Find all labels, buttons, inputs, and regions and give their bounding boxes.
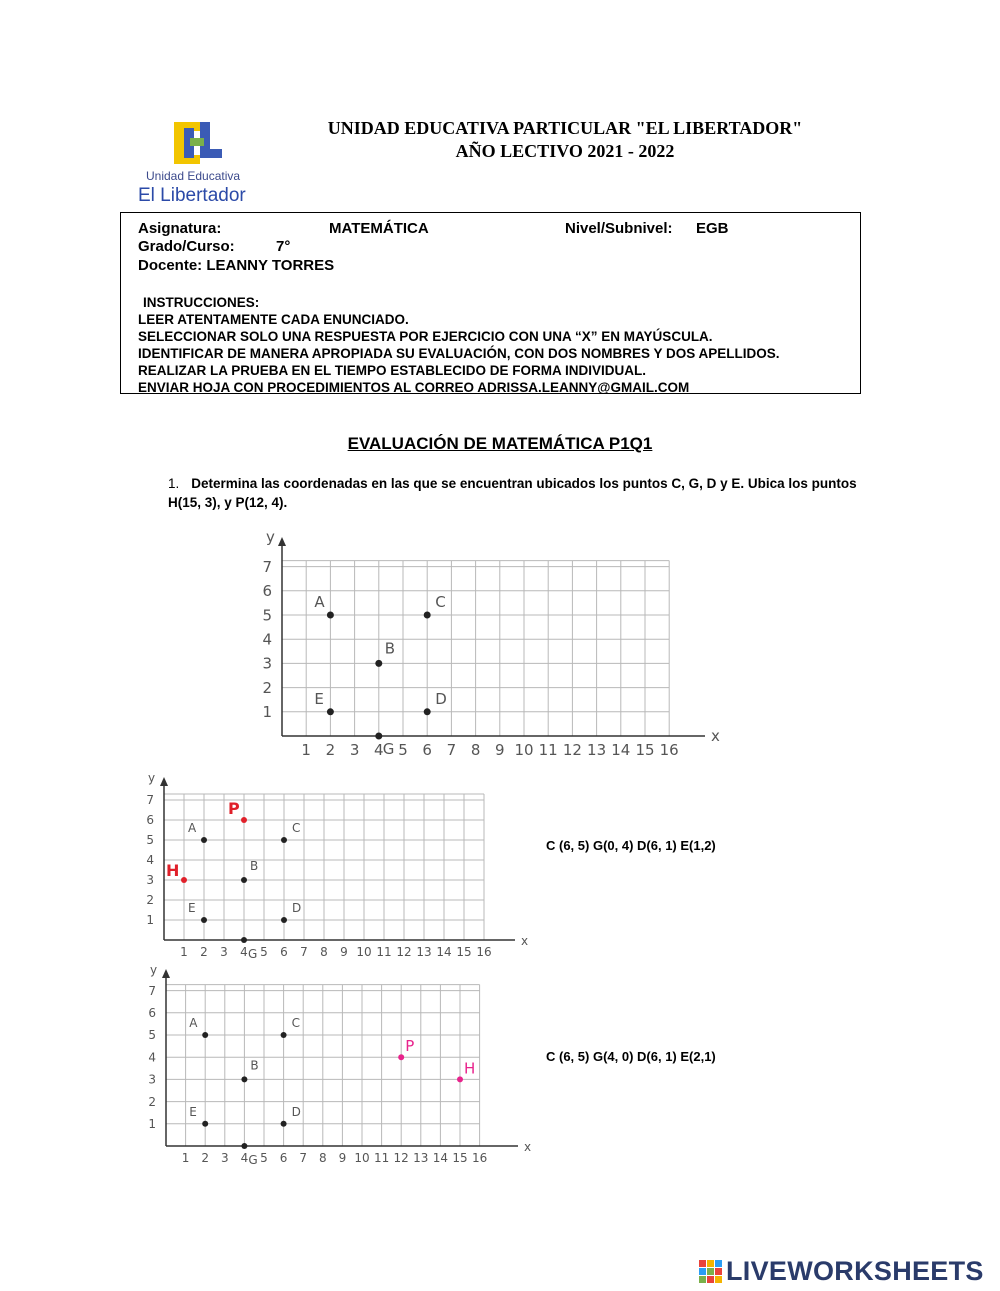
x-tick-label: 14 <box>432 1151 449 1165</box>
data-point-e <box>327 708 334 715</box>
y-tick-label: 7 <box>148 983 156 998</box>
grade-label: Grado/Curso: <box>138 238 235 255</box>
y-axis-label: y <box>148 771 156 785</box>
y-tick-label: 5 <box>146 833 154 848</box>
point-label-d: D <box>291 1104 301 1119</box>
subject-value: MATEMÁTICA <box>329 220 429 237</box>
point-label-c: C <box>435 593 446 611</box>
point-label-b: B <box>250 859 259 873</box>
x-tick-label: 10 <box>356 945 372 958</box>
logo-text-line2: El Libertador <box>138 185 246 206</box>
point-label-e: E <box>314 689 324 708</box>
y-axis-arrow-icon <box>278 537 286 546</box>
x-tick-label: 11 <box>376 945 392 958</box>
x-tick-label: 4 <box>374 741 384 759</box>
point-label-g: G <box>382 740 395 758</box>
x-tick-label: 1 <box>180 945 188 958</box>
point-label-e: E <box>189 1104 197 1119</box>
data-point-a <box>201 837 207 843</box>
x-tick-label: 4 <box>240 1151 249 1165</box>
point-label-p: P <box>405 1037 415 1056</box>
x-tick-label: 7 <box>300 945 308 958</box>
x-tick-label: 3 <box>220 945 228 958</box>
x-tick-label: 6 <box>280 945 288 958</box>
data-point-b <box>241 877 247 883</box>
evaluation-title: EVALUACIÓN DE MATEMÁTICA P1Q1 <box>347 434 653 453</box>
x-axis-label: x <box>711 727 720 745</box>
x-tick-label: 12 <box>562 741 582 759</box>
x-tick-label: 5 <box>398 741 408 759</box>
data-point-d <box>424 708 431 715</box>
x-tick-label: 9 <box>495 741 505 759</box>
y-axis-arrow-icon <box>162 969 170 978</box>
data-point-a <box>327 612 334 619</box>
x-tick-label: 2 <box>201 1151 210 1165</box>
point-label-b: B <box>384 639 396 658</box>
point-label-d: D <box>435 689 447 708</box>
level-value: EGB <box>696 220 729 237</box>
teacher-name: Docente: LEANNY TORRES <box>138 257 335 274</box>
instructions-title: INSTRUCCIONES: <box>143 295 260 310</box>
point-label-h: H <box>166 861 180 880</box>
point-label-g: G <box>248 947 258 958</box>
liveworksheets-icon <box>698 1259 724 1285</box>
answer-text-1: C (6, 5) G(0, 4) D(6, 1) E(1,2) <box>546 838 716 853</box>
answer-text-2: C (6, 5) G(4, 0) D(6, 1) E(2,1) <box>546 1049 716 1064</box>
point-label-g: G <box>248 1153 258 1167</box>
data-point-g <box>241 1143 247 1149</box>
data-point-a <box>202 1032 208 1038</box>
x-tick-label: 16 <box>476 945 492 958</box>
school-name: UNIDAD EDUCATIVA PARTICULAR "EL LIBERTADOR" <box>327 118 803 138</box>
point-label-b: B <box>250 1058 259 1073</box>
x-tick-label: 13 <box>587 741 607 759</box>
x-tick-label: 7 <box>299 1151 308 1165</box>
y-tick-label: 2 <box>148 1094 156 1109</box>
x-tick-label: 1 <box>301 741 311 759</box>
point-label-d: D <box>292 901 302 915</box>
x-tick-label: 15 <box>456 945 472 958</box>
y-tick-label: 3 <box>146 873 154 888</box>
y-tick-label: 6 <box>148 1006 156 1020</box>
x-tick-label: 13 <box>413 1151 429 1165</box>
point-label-a: A <box>188 821 197 835</box>
question-number: 1. <box>168 476 180 491</box>
x-tick-label: 2 <box>200 945 208 958</box>
point-label-c: C <box>292 821 301 835</box>
data-point-g <box>375 733 382 740</box>
x-tick-label: 5 <box>260 945 268 958</box>
y-tick-label: 7 <box>146 793 154 808</box>
point-label-c: C <box>291 1016 300 1030</box>
school-logo-icon <box>170 118 230 170</box>
coordinate-plane-answer-2 <box>140 960 540 1170</box>
y-axis-label: y <box>150 963 158 977</box>
x-tick-label: 2 <box>325 741 336 759</box>
y-axis-label: y <box>266 528 275 546</box>
point-label-p: P <box>228 799 240 818</box>
x-tick-label: 3 <box>349 741 360 759</box>
x-tick-label: 5 <box>260 1151 268 1165</box>
level-label: Nivel/Subnivel: <box>565 220 673 237</box>
point-label-a: A <box>189 1016 198 1030</box>
instruction-item: ENVIAR HOJA CON PROCEDIMIENTOS AL CORREO ADRISSA.LEANNY@GMAIL.COM <box>138 380 690 395</box>
x-tick-label: 1 <box>181 1151 190 1165</box>
y-tick-label: 5 <box>148 1028 156 1043</box>
data-point-e <box>201 917 207 923</box>
y-tick-label: 1 <box>146 913 154 928</box>
x-tick-label: 11 <box>538 741 558 759</box>
y-tick-label: 6 <box>262 582 272 601</box>
x-axis-label: x <box>524 1140 532 1154</box>
y-tick-label: 6 <box>146 813 154 828</box>
x-tick-label: 9 <box>338 1151 347 1165</box>
x-tick-label: 3 <box>220 1151 229 1165</box>
x-tick-label: 14 <box>436 945 452 958</box>
y-tick-label: 3 <box>262 654 272 673</box>
data-point-b <box>375 660 382 667</box>
data-point-d <box>281 1121 287 1127</box>
x-tick-label: 7 <box>446 741 457 759</box>
coordinate-plane-question <box>245 528 725 766</box>
y-axis-arrow-icon <box>160 777 168 786</box>
y-tick-label: 7 <box>262 557 272 576</box>
x-tick-label: 16 <box>659 741 679 759</box>
point-label-a: A <box>314 593 325 611</box>
x-tick-label: 13 <box>416 945 432 958</box>
x-tick-label: 12 <box>393 1151 409 1165</box>
liveworksheets-logo <box>698 1256 984 1287</box>
x-tick-label: 6 <box>279 1151 288 1165</box>
data-point-c <box>281 1032 287 1038</box>
instruction-item: IDENTIFICAR DE MANERA APROPIADA SU EVALUACIÓN, CON DOS NOMBRES Y DOS APELLIDOS. <box>138 346 780 361</box>
question-text: Determina las coordenadas en las que se encuentran ubicados los puntos C, G, D y E. Ubica los puntos H(15, 3), y P(12, 4). <box>168 476 857 510</box>
x-tick-label: 8 <box>320 945 328 958</box>
data-point-e <box>202 1121 208 1127</box>
x-tick-label: 8 <box>318 1151 327 1165</box>
x-tick-label: 14 <box>611 741 631 759</box>
y-tick-label: 4 <box>146 853 154 868</box>
y-tick-label: 4 <box>262 630 272 649</box>
x-tick-label: 4 <box>240 945 248 958</box>
data-point-p <box>398 1054 404 1060</box>
x-tick-label: 10 <box>514 741 534 759</box>
point-label-e: E <box>188 901 196 915</box>
y-tick-label: 4 <box>148 1050 156 1065</box>
x-tick-label: 12 <box>396 945 412 958</box>
x-tick-label: 11 <box>373 1151 390 1165</box>
y-tick-label: 3 <box>148 1072 156 1087</box>
y-tick-label: 1 <box>262 703 272 722</box>
y-tick-label: 5 <box>262 606 272 625</box>
x-tick-label: 15 <box>635 741 655 759</box>
x-tick-label: 8 <box>470 741 481 759</box>
school-year: AÑO LECTIVO 2021 - 2022 <box>455 141 675 161</box>
instruction-item: SELECCIONAR SOLO UNA RESPUESTA POR EJERCICIO CON UNA “X” EN MAYÚSCULA. <box>138 329 713 344</box>
y-tick-label: 2 <box>146 893 154 908</box>
logo-text-line1: Unidad Educativa <box>146 169 241 183</box>
data-point-g <box>241 937 247 943</box>
x-tick-label: 9 <box>340 945 348 958</box>
data-point-p <box>241 817 247 823</box>
data-point-b <box>241 1076 247 1082</box>
liveworksheets-brand: LIVEWORKSHEETS <box>726 1256 984 1286</box>
x-axis-label: x <box>521 934 529 948</box>
question-1 <box>168 474 868 512</box>
data-point-h <box>181 877 187 883</box>
subject-label: Asignatura: <box>138 220 222 237</box>
y-tick-label: 1 <box>148 1117 156 1131</box>
data-point-c <box>281 837 287 843</box>
x-tick-label: 10 <box>354 1151 370 1165</box>
x-tick-label: 15 <box>452 1151 468 1165</box>
data-point-d <box>281 917 287 923</box>
instruction-item: LEER ATENTAMENTE CADA ENUNCIADO. <box>138 312 409 327</box>
coordinate-plane-answer-1 <box>140 768 540 958</box>
x-tick-label: 6 <box>422 741 432 759</box>
instruction-item: REALIZAR LA PRUEBA EN EL TIEMPO ESTABLECIDO DE FORMA INDIVIDUAL. <box>138 363 647 378</box>
point-label-h: H <box>464 1059 476 1078</box>
data-point-h <box>457 1076 463 1082</box>
grade-value: 7° <box>276 238 291 255</box>
x-tick-label: 16 <box>471 1151 488 1165</box>
y-tick-label: 2 <box>262 678 272 697</box>
data-point-c <box>424 612 431 619</box>
